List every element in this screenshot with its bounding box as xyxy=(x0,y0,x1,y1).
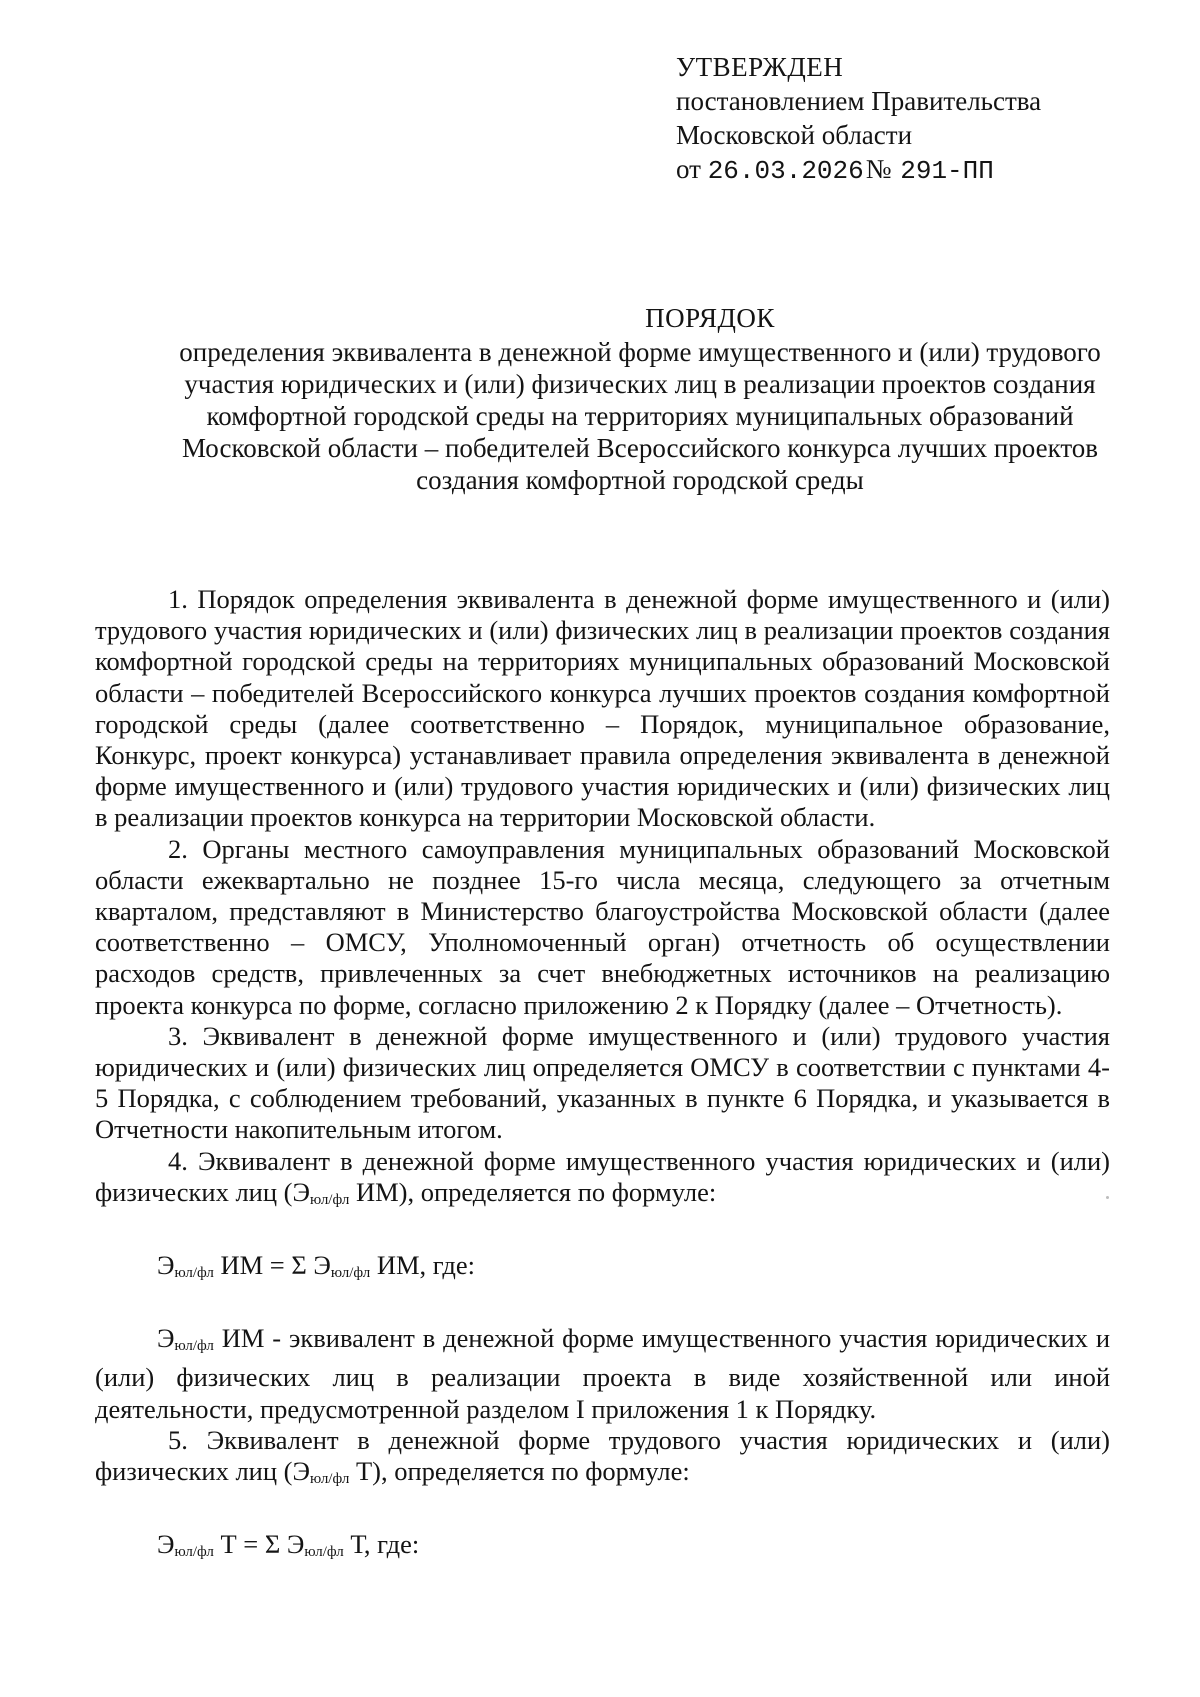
paragraph-2: 2. Органы местного самоуправления муниципальных образований Московской области ежеквартально не позднее 15-го числа месяца, следующего за отчетным кварталом, представляют в Министерство благоустройства Московской области (далее соответственно – ОМСУ, Уполномоченный орган) отчетность об осуществлении расходов средств, привлеченных за счет внебюджетных источников на реализацию проекта конкурса по форме, согласно приложению 2 к Порядку (далее – Отчетность). xyxy=(95,833,1110,1020)
paragraph-1: 1. Порядок определения эквивалента в денежной форме имущественного и (или) трудового участия юридических и (или) физических лиц в реализации проектов создания комфортной городской среды на территориях муниципальных образований Московской области – победителей Всероссийского конкурса лучших проектов создания комфортной городской среды (далее соответственно – Порядок, муниципальное образование, Конкурс, проект конкурса) устанавливает правила определения эквивалента в денежной форме имущественного и (или) трудового участия юридических и (или) физических лиц в реализации проектов конкурса на территории Московской области. xyxy=(95,584,1110,833)
formula-text: Т, где: xyxy=(343,1529,420,1560)
approval-number-sign: № xyxy=(865,154,892,184)
approval-stamp xyxy=(676,50,1041,188)
approval-date: 26.03.2026 xyxy=(707,156,864,186)
paragraph-4 xyxy=(95,1146,1110,1216)
subscript: юл/фл xyxy=(309,1191,350,1208)
definition-property xyxy=(95,1323,1110,1425)
approval-date-prefix: от xyxy=(676,154,701,184)
formula-symbol: Э xyxy=(157,1529,175,1560)
formula-text: ИМ, где: xyxy=(370,1250,475,1281)
approval-date-line xyxy=(676,152,1041,188)
paragraph-3: 3. Эквивалент в денежной форме имущественного и (или) трудового участия юридических и (или) физических лиц определяется ОМСУ в соответствии с пунктами 4-5 Порядка, с соблюдением требований, указанных в пункте 6 Порядка, и указывается в Отчетности накопительным итогом. xyxy=(95,1020,1110,1145)
title-line: участия юридических и (или) физических лиц в реализации проектов создания xyxy=(184,369,1096,399)
scan-speck xyxy=(1106,1196,1109,1199)
definition-text: ИМ - эквивалент в денежной форме имущественного участия юридических и (или) физических лиц в реализации проекта в виде хозяйственной или иной деятельности, предусмотренной разделом I приложения 1 к Порядку. xyxy=(95,1323,1110,1424)
formula-text: ИМ = Σ Э xyxy=(213,1250,331,1281)
title-main: ПОРЯДОК xyxy=(645,303,775,333)
subscript: юл/фл xyxy=(174,1338,214,1355)
title-line: комфортной городской среды на территориях муниципальных образований xyxy=(206,401,1074,431)
subscript: юл/фл xyxy=(304,1544,344,1561)
subscript: юл/фл xyxy=(174,1544,214,1561)
subscript: юл/фл xyxy=(330,1265,371,1282)
approval-heading: УТВЕРЖДЕН xyxy=(676,52,844,82)
title-line: создания комфортной городской среды xyxy=(416,465,864,495)
paragraph-5 xyxy=(95,1425,1110,1495)
approval-number: 291-ПП xyxy=(900,156,994,186)
formula-symbol: Э xyxy=(157,1323,175,1354)
document-body xyxy=(95,584,1110,1602)
formula-labor xyxy=(157,1529,1110,1568)
formula-property xyxy=(157,1250,1110,1289)
paragraph-5-text-end: Т), определяется по формуле: xyxy=(349,1456,690,1487)
paragraph-4-text-end: ИМ), определяется по формуле: xyxy=(349,1176,717,1207)
document-title xyxy=(140,302,1140,496)
formula-symbol: Э xyxy=(157,1250,175,1281)
approval-line-1: постановлением Правительства xyxy=(676,86,1042,116)
title-subtitle xyxy=(140,336,1140,496)
title-line: определения эквивалента в денежной форме имущественного и (или) трудового xyxy=(179,337,1101,367)
formula-text: Т = Σ Э xyxy=(213,1529,305,1560)
subscript: юл/фл xyxy=(174,1265,214,1282)
paragraph-4-text: 4. Эквивалент в денежной форме имущественного участия юридических и (или) физических лиц (Э xyxy=(95,1145,1110,1207)
subscript: юл/фл xyxy=(309,1471,350,1488)
title-line: Московской области – победителей Всероссийского конкурса лучших проектов xyxy=(181,433,1099,463)
approval-line-2: Московской области xyxy=(676,120,913,150)
paragraph-5-text: 5. Эквивалент в денежной форме трудового участия юридических и (или) физических лиц (Э xyxy=(95,1424,1110,1487)
